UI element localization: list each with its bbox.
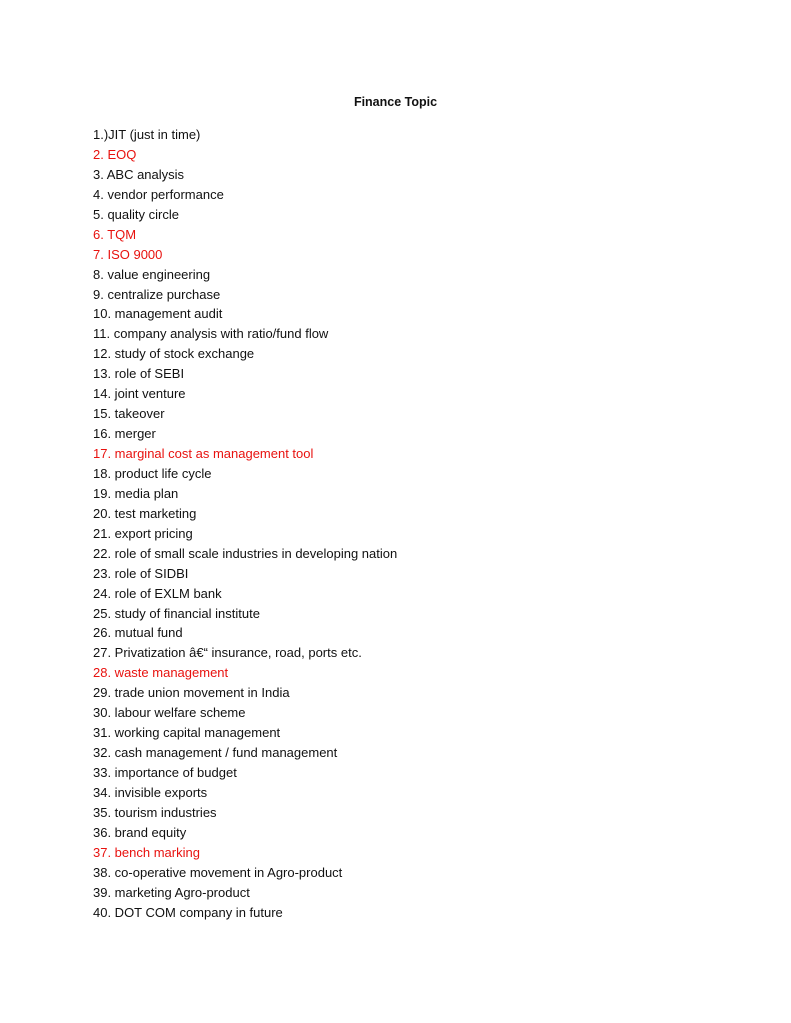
topic-item: 5. quality circle [93, 206, 179, 222]
topic-item: 23. role of SIDBI [93, 565, 189, 581]
topic-item: 11. company analysis with ratio/fund flow [93, 326, 329, 342]
topic-item: 38. co-operative movement in Agro-product [93, 864, 343, 880]
topic-item: 30. labour welfare scheme [93, 705, 246, 721]
topic-item: 36. brand equity [93, 824, 187, 840]
topic-item: 28. waste management [93, 665, 229, 681]
topic-item: 18. product life cycle [93, 465, 212, 481]
topic-item: 34. invisible exports [93, 784, 208, 800]
page-title: Finance Topic [353, 95, 438, 109]
topic-item: 21. export pricing [93, 525, 193, 541]
topic-item: 27. Privatization â€“ insurance, road, ports etc. [93, 645, 362, 661]
topic-item: 6. TQM [93, 226, 137, 242]
topic-item: 3. ABC analysis [93, 166, 185, 182]
topic-item: 33. importance of budget [93, 765, 237, 780]
topic-list [93, 125, 397, 923]
topic-item: 20. test marketing [93, 505, 197, 521]
topic-item: 32. cash management / fund management [93, 745, 338, 761]
topic-item: 16. merger [93, 426, 156, 442]
topic-item: 17. marginal cost as management tool [93, 446, 314, 461]
topic-item: 29. trade union movement in India [93, 685, 290, 701]
topic-item: 12. study of stock exchange [93, 346, 255, 362]
topic-item: 13. role of SEBI [93, 366, 185, 382]
topic-item: 7. ISO 9000 [93, 246, 163, 262]
topic-item: 14. joint venture [93, 386, 186, 402]
topic-item: 40. DOT COM company in future [93, 904, 283, 920]
topic-item: 35. tourism industries [93, 804, 217, 820]
topic-item: 2. EOQ [93, 146, 137, 162]
topic-item: 4. vendor performance [93, 186, 224, 202]
topic-item: 26. mutual fund [93, 625, 183, 641]
topic-item: 1.)JIT (just in time) [93, 127, 201, 142]
topic-item: 25. study of financial institute [93, 605, 260, 621]
topic-item: 22. role of small scale industries in developing nation [93, 545, 398, 561]
topic-item: 24. role of EXLM bank [93, 585, 222, 601]
topic-item: 39. marketing Agro-product [93, 884, 250, 900]
topic-item: 31. working capital management [93, 725, 281, 741]
topic-item: 10. management audit [93, 306, 223, 322]
topic-item: 37. bench marking [93, 844, 200, 860]
topic-item: 9. centralize purchase [93, 286, 221, 302]
topic-item: 15. takeover [93, 406, 165, 422]
topic-item: 19. media plan [93, 485, 179, 501]
topic-item: 8. value engineering [93, 266, 211, 282]
